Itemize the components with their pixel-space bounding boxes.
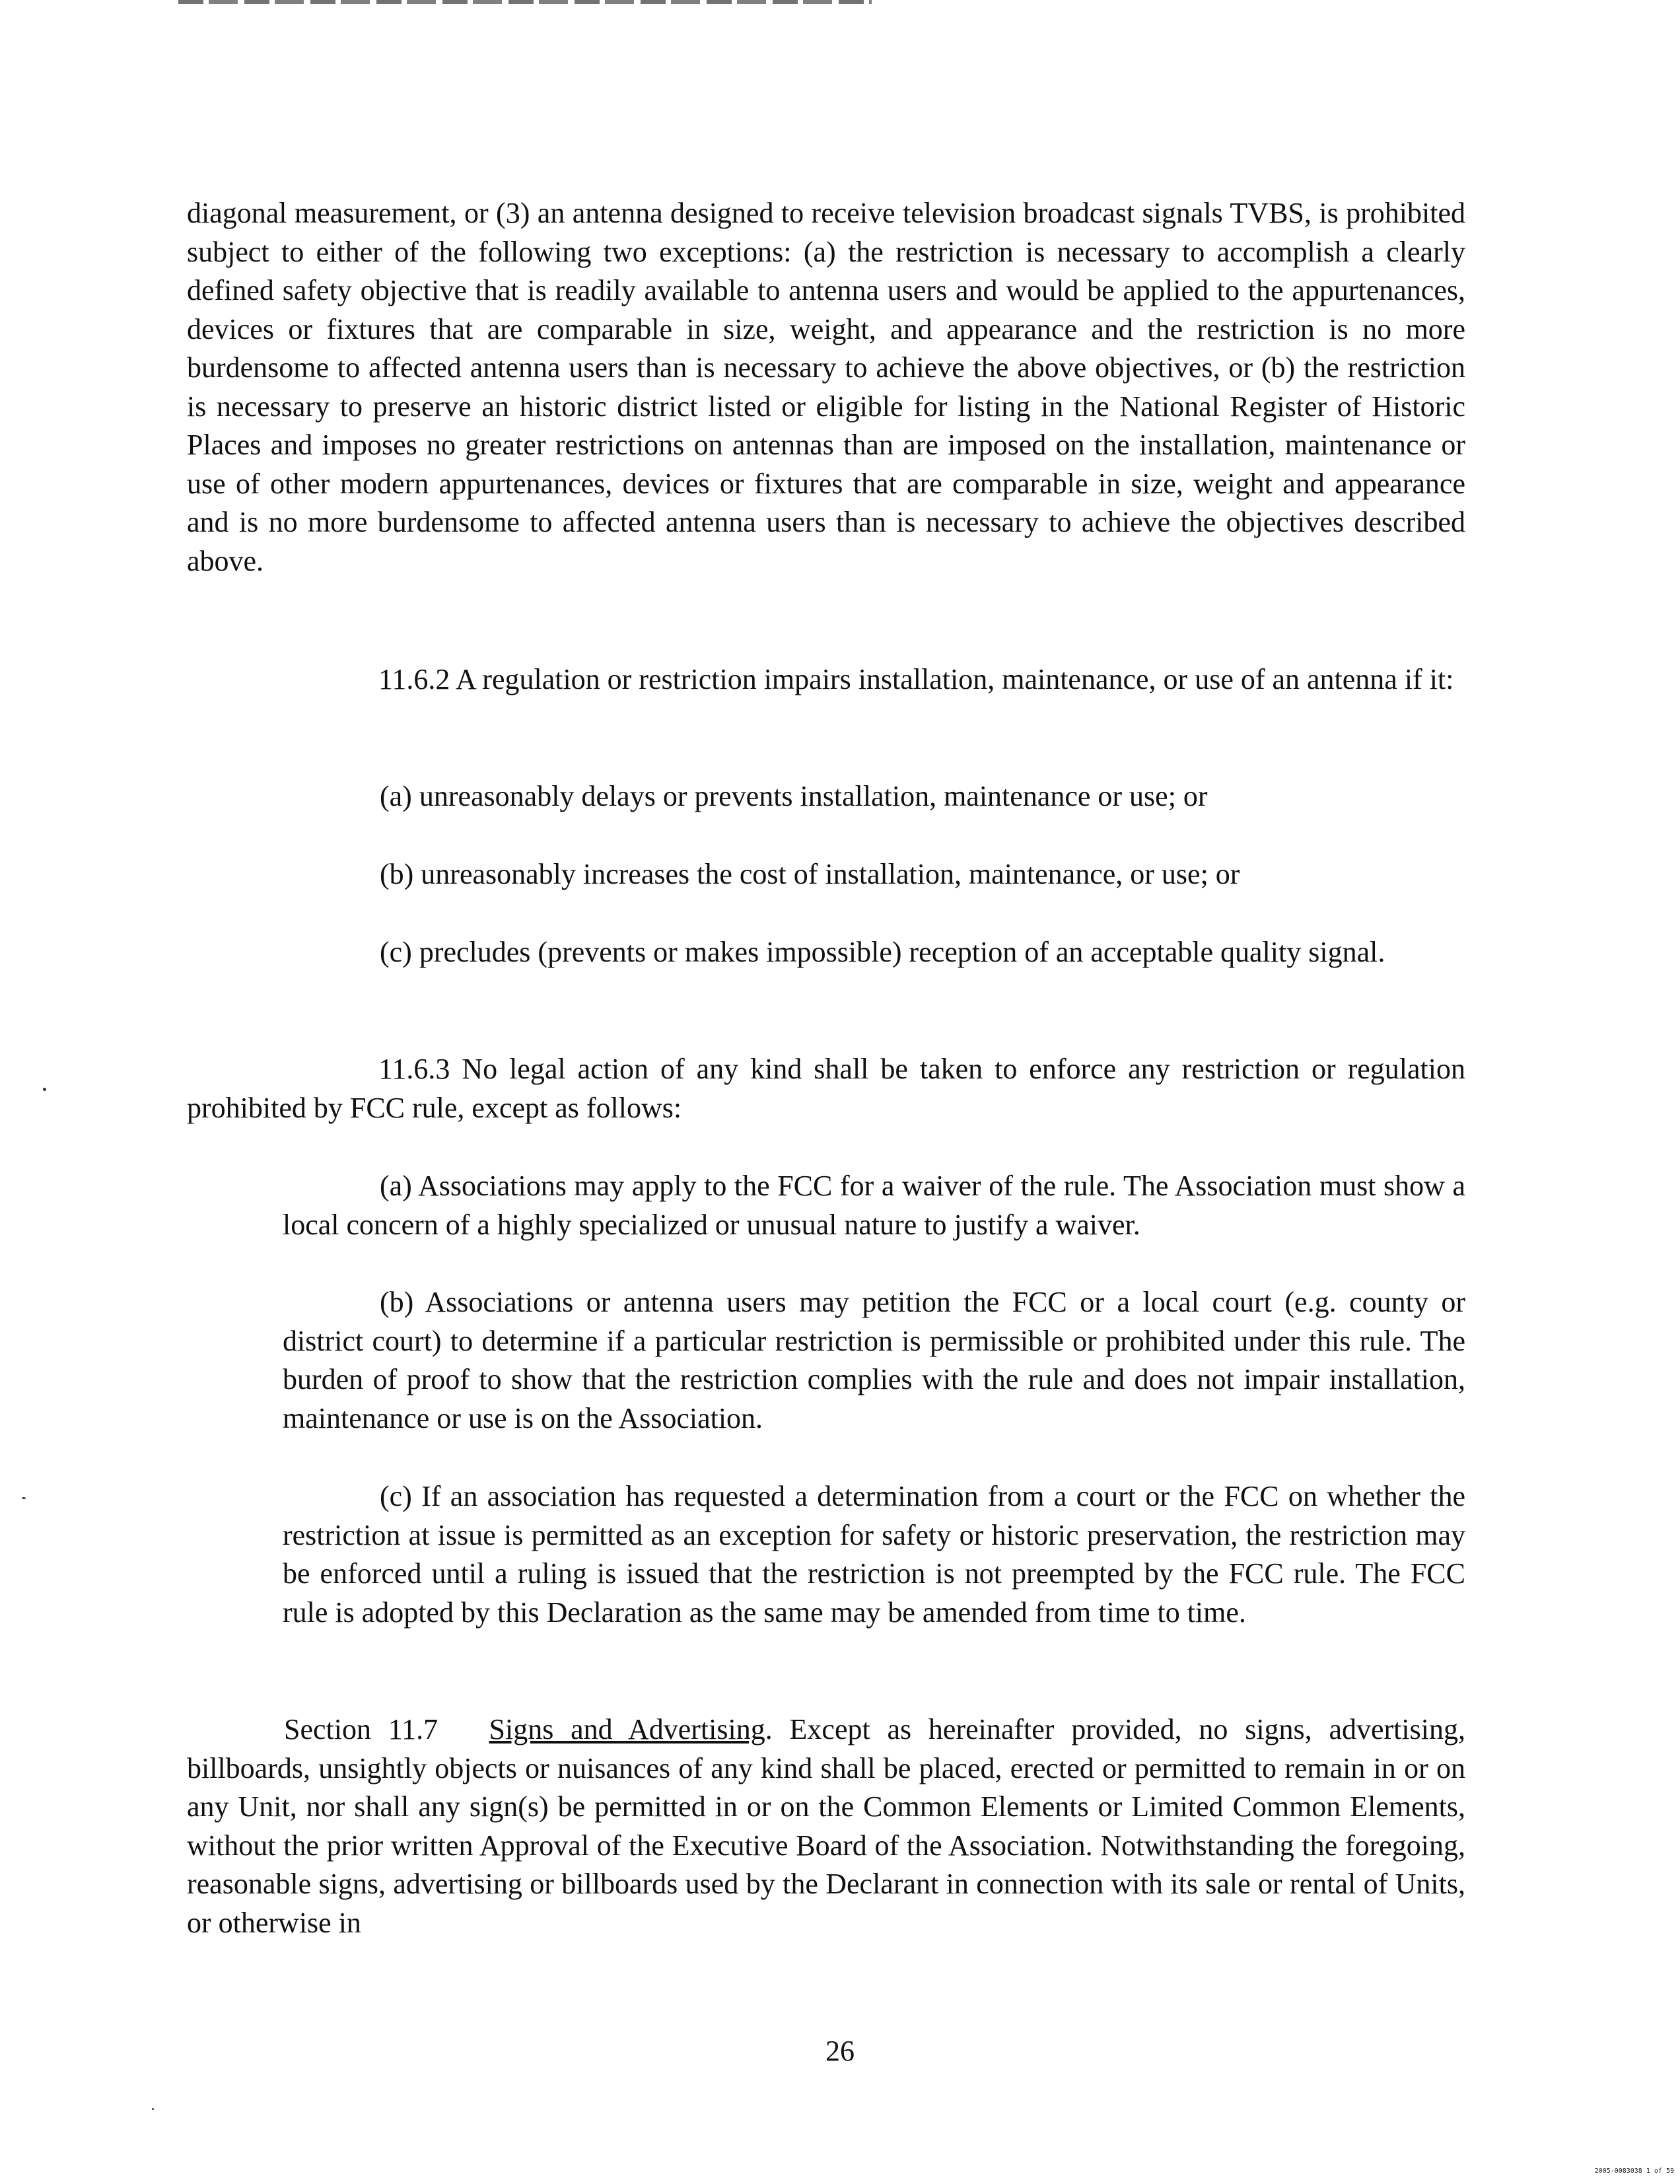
section-11-7-label: Section 11.7 (284, 1713, 438, 1745)
list-item-a: (a) unreasonably delays or prevents installation, maintenance or use; or (380, 780, 1208, 812)
scan-speck (152, 2108, 154, 2110)
section-11-7-text: . Except as hereinafter provided, no signs, advertising, billboards, unsightly objects or nuisances of any kind shall be placed, erected or permitted to remain in or on any Unit, nor shall any sign(s) be permitted in or on the Common Elements or Limited Common Elements, without the prior written Approval of the Executive Board of the Association. Notwithstanding the foregoing, reasonable signs, advertising or billboards used by the Declarant in connection with its sale or rental of Units, or otherwise in (187, 1713, 1465, 1939)
sub-item-c: (c) If an association has requested a determination from a court or the FCC on whether the restriction at issue is permitted as an exception for safety or historic preservation, the restriction may be enforced until a ruling is issued that the restriction is not preempted by the FCC rule. The FCC rule is adopted by this Declaration as the same may be amended from time to time. (283, 1480, 1465, 1629)
sub-item-b: (b) Associations or antenna users may petition the FCC or a local court (e.g. county or district court) to determine if a particular restriction is permissible or prohibited under this rule. The burden of proof to show that the restriction complies with the rule and does not impair installation, maintenance or use is on the Association. (283, 1286, 1465, 1434)
scan-speck (43, 1088, 46, 1091)
scan-speck (22, 1497, 26, 1499)
paragraph-antenna-exceptions: diagonal measurement, or (3) an antenna designed to receive television broadcast signals TVBS, is prohibited subject to either of the following two exceptions: (a) the restriction is necessary to accomplish a clearly defined safety objective that is readily available to antenna users and would be applied to the appurtenances, devices or fixtures that are comparable in size, weight, and appearance and the restriction is no more burdensome to affected antenna users than is necessary to achieve the above objectives, or (b) the restriction is necessary to preserve an historic district listed or eligible for listing in the National Register of Historic Places and imposes no greater restrictions on antennas than are imposed on the installation, maintenance or use of other modern appurtenances, devices or fixtures that are comparable in size, weight and appearance and is no more burdensome to affected antenna users than is necessary to achieve the objectives described above. (187, 197, 1465, 577)
section-11-6-2: 11.6.2 A regulation or restriction impairs installation, maintenance, or use of an antenna if it: (378, 663, 1454, 695)
scan-header-artifact (178, 0, 872, 4)
list-item-b: (b) unreasonably increases the cost of installation, maintenance, or use; or (380, 858, 1240, 890)
sub-item-a: (a) Associations may apply to the FCC for a waiver of the rule. The Association must show a local concern of a highly specialized or unusual nature to justify a waiver. (283, 1170, 1465, 1241)
document-stamp: 2005-0083038 1 of 59 (1594, 2167, 1674, 2175)
list-item-c: (c) precludes (prevents or makes impossible) reception of an acceptable quality signal. (380, 936, 1385, 968)
section-11-7-title: Signs and Advertising (489, 1713, 765, 1745)
page-number: 26 (825, 2035, 855, 2067)
section-11-6-3: 11.6.3 No legal action of any kind shall be taken to enforce any restriction or regulation prohibited by FCC rule, except as follows: (187, 1053, 1465, 1124)
section-11-7 (187, 1710, 1465, 1942)
